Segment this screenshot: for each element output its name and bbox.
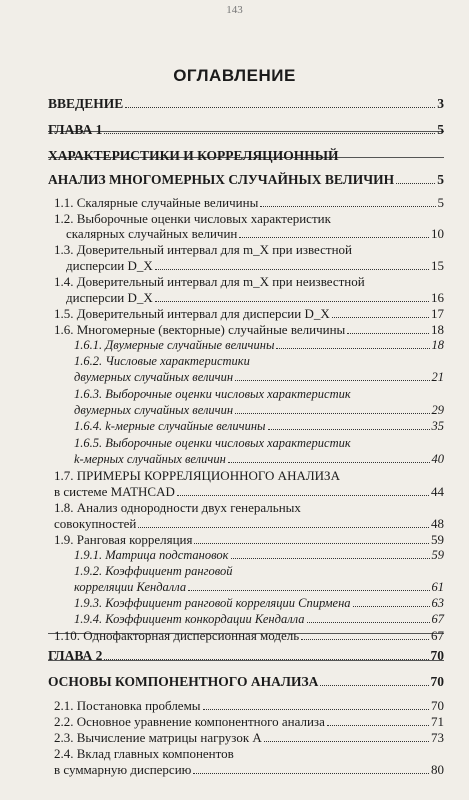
toc-entry [54, 195, 444, 211]
toc-entry-page: 15 [431, 258, 444, 273]
toc-entry-page: 5 [437, 122, 444, 137]
toc-entry-label: 1.6. Многомерные (векторные) случайные величины [54, 322, 346, 337]
toc-entry-label: ХАРАКТЕРИСТИКИ И КОРРЕЛЯЦИОННЫЙ [48, 148, 339, 163]
leader-dots [155, 301, 429, 302]
toc-entry-page: 18 [431, 338, 444, 352]
toc-entry-page: 59 [431, 548, 444, 562]
leader-dots [104, 659, 428, 660]
toc-entry-label: 1.2. Выборочные оценки числовых характеристик [54, 211, 331, 226]
toc-entry-page: 10 [431, 226, 444, 241]
toc-entry-page: 5 [437, 172, 444, 187]
leader-dots [307, 622, 430, 623]
toc-entry-page: 17 [431, 306, 444, 321]
toc-entry-label: 2.2. Основное уравнение компонентного анализа [54, 714, 325, 729]
toc-entry-label: 1.6.5. Выборочные оценки числовых характеристик [74, 436, 351, 450]
toc-entry [74, 612, 444, 627]
toc-entry-page: 70 [431, 698, 444, 713]
leader-dots [193, 773, 429, 774]
toc-entry-page: 48 [431, 516, 444, 531]
leader-dots [264, 741, 429, 742]
toc-entry-label: совокупностей [54, 516, 137, 531]
toc-entry-page: 29 [431, 403, 444, 417]
page-number: 143 [226, 4, 243, 16]
toc-entry-page: 61 [431, 580, 444, 594]
toc-entry-page: 70 [430, 674, 444, 689]
toc-entry-label: в системе MATHCAD [54, 484, 175, 499]
toc-entry-page: 59 [431, 532, 444, 547]
leader-dots [353, 606, 430, 607]
leader-dots [396, 183, 435, 184]
toc-entry-label: ГЛАВА 2 [48, 648, 103, 663]
toc-entry-label: 1.5. Доверительный интервал для дисперсии D_X [54, 306, 330, 321]
toc-entry [74, 548, 444, 563]
leader-dots [188, 590, 429, 591]
leader-dots [327, 725, 429, 726]
toc-entry [74, 419, 444, 434]
toc-entry-page: 44 [431, 484, 444, 499]
toc-entry-label: ГЛАВА 1 [48, 122, 103, 137]
leader-dots [125, 107, 435, 108]
leader-dots [138, 527, 429, 528]
leader-dots [301, 639, 429, 640]
toc-entry-page: 18 [431, 322, 444, 337]
leader-dots [228, 462, 430, 463]
toc-entry-label: 1.7. ПРИМЕРЫ КОРРЕЛЯЦИОННОГО АНАЛИЗА [54, 468, 340, 483]
toc-entry-label: 1.6.2. Числовые характеристики [74, 354, 250, 368]
toc-entry-label: 1.9.3. Коэффициент ранговой корреляции Спирмена [74, 596, 351, 610]
toc-entry-page: 67 [431, 628, 444, 643]
toc-entry-page: 70 [430, 648, 444, 663]
toc-entry [54, 306, 444, 322]
toc-entry-page: 5 [437, 195, 444, 210]
toc-entry-label: АНАЛИЗ МНОГОМЕРНЫХ СЛУЧАЙНЫХ ВЕЛИЧИН [48, 172, 395, 187]
toc-entry-page: 35 [431, 419, 444, 433]
leader-dots [268, 429, 430, 430]
toc-entry-label: 2.4. Вклад главных компонентов [54, 746, 234, 761]
toc-entry [54, 628, 444, 644]
toc-entry [66, 226, 444, 242]
leader-dots [332, 317, 429, 318]
toc-entry [48, 96, 444, 112]
toc-entry [48, 172, 444, 188]
toc-entry [74, 580, 444, 595]
toc-entry-label: ОСНОВЫ КОМПОНЕНТНОГО АНАЛИЗА [48, 674, 319, 689]
toc-entry [54, 714, 444, 730]
toc-title: ОГЛАВЛЕНИЕ [173, 66, 296, 85]
leader-dots [231, 558, 430, 559]
toc-entry-label: 1.8. Анализ однородности двух генеральных [54, 500, 301, 515]
toc-entry-page: 3 [437, 96, 444, 111]
leader-dots [276, 348, 429, 349]
toc-entry-label: дисперсии D_X [66, 290, 153, 305]
toc-entry-label: 1.1. Скалярные случайные величины [54, 195, 259, 210]
toc-entry-label: 1.6.3. Выборочные оценки числовых характеристик [74, 387, 351, 401]
leader-dots [235, 413, 429, 414]
toc-entry-label: 1.4. Доверительный интервал для m_X при неизвестной [54, 274, 365, 289]
toc-entry-page: 63 [431, 596, 444, 610]
toc-entry-label: корреляции Кендалла [74, 580, 187, 594]
leader-dots [347, 333, 429, 334]
toc-entry-page: 80 [431, 762, 444, 777]
toc-entry-page: 73 [431, 730, 444, 745]
toc-entry-label: ВВЕДЕНИЕ [48, 96, 124, 111]
toc-entry-label: k-мерных случайных величин [74, 452, 226, 466]
leader-dots [104, 133, 435, 134]
toc-entry-label: 1.3. Доверительный интервал для m_X при известной [54, 242, 352, 257]
toc-entry-label: 1.9.2. Коэффициент ранговой [74, 564, 233, 578]
toc-entry-label: 1.9.1. Матрица подстановок [74, 548, 229, 562]
leader-dots [203, 709, 429, 710]
toc-entry [74, 403, 444, 418]
leader-dots [260, 206, 435, 207]
toc-entry-label: дисперсии D_X [66, 258, 153, 273]
toc-entry [74, 452, 444, 467]
toc-entry [54, 730, 444, 746]
leader-dots [194, 543, 429, 544]
toc-entry [54, 698, 444, 714]
toc-entry-page: 71 [431, 714, 444, 729]
toc-entry [66, 258, 444, 274]
toc-entry [74, 338, 444, 353]
leader-dots [177, 495, 429, 496]
toc-entry [54, 762, 444, 778]
toc-entry-page: 16 [431, 290, 444, 305]
toc-entry-page: 21 [431, 370, 444, 384]
toc-entry [66, 290, 444, 306]
toc-entry-page: 67 [431, 612, 444, 626]
leader-dots [235, 380, 429, 381]
toc-entry [54, 532, 444, 548]
toc-entry-label: двумерных случайных величин [74, 370, 234, 384]
toc-entry [54, 322, 444, 338]
toc-entry-label: 1.9. Ранговая корреляция [54, 532, 193, 547]
leader-dots [239, 237, 429, 238]
toc-entry-label: 2.1. Постановка проблемы [54, 698, 201, 713]
toc-entry-label: двумерных случайных величин [74, 403, 234, 417]
toc-entry [74, 596, 444, 611]
toc-entry-label: в суммарную дисперсию [54, 762, 192, 777]
leader-dots [320, 685, 428, 686]
toc-entry-label: 1.6.1. Двумерные случайные величины [74, 338, 275, 352]
toc-entry [74, 370, 444, 385]
leader-dots [155, 269, 429, 270]
toc-entry [48, 674, 444, 690]
toc-entry [54, 484, 444, 500]
toc-entry-label: 1.9.4. Коэффициент конкордации Кендалла [74, 612, 305, 626]
toc-entry-label: скалярных случайных величин [66, 226, 238, 241]
toc-entry [54, 516, 444, 532]
toc-entry [48, 122, 444, 138]
toc-entry-label: 2.3. Вычисление матрицы нагрузок A [54, 730, 262, 745]
toc-entry [48, 648, 444, 664]
toc-entry-page: 40 [431, 452, 444, 466]
toc-entry-label: 1.10. Однофакторная дисперсионная модель [54, 628, 300, 643]
toc-entry-label: 1.6.4. k-мерные случайные величины [74, 419, 266, 433]
